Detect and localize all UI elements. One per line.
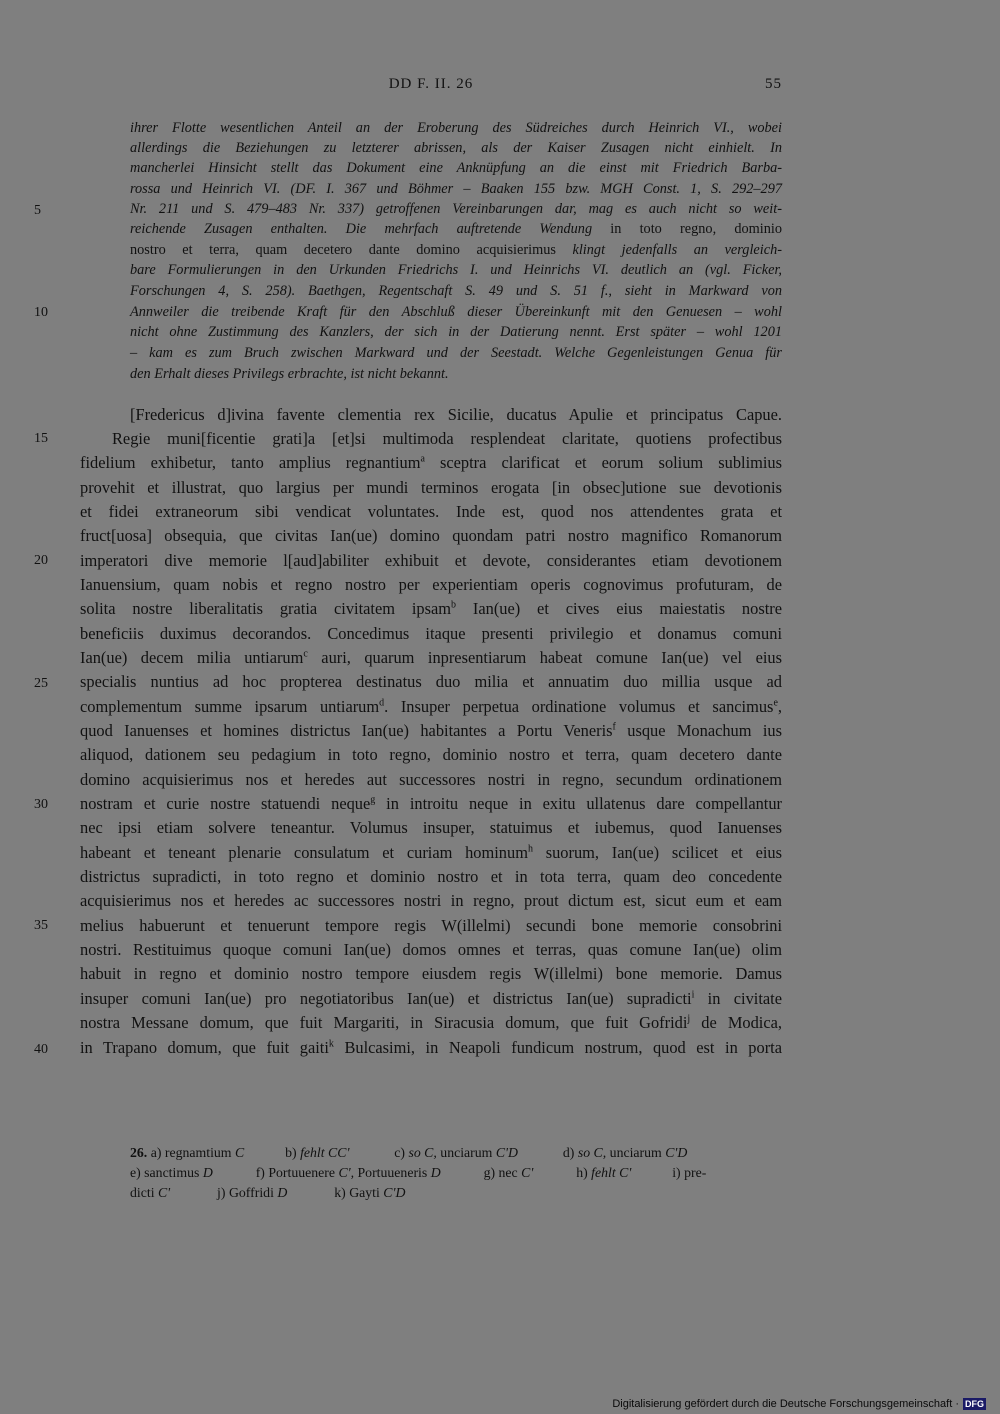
text-line: fruct[uosa] obsequia, que civitas Ian(ue) domino quondam patri nostro magnifico Romanorum <box>80 526 782 545</box>
apparatus-mark: d <box>379 697 385 709</box>
apparatus-mark: h <box>527 843 533 855</box>
dfg-logo: DFG <box>965 1399 984 1409</box>
line-number: 40 <box>34 1042 48 1057</box>
text-line: Ian(ue) decem milia untiarum$^c$ auri, quarum inpresentiarum habeat comune Ian(ue) vel eius <box>80 648 782 667</box>
document-number: 26. <box>130 1145 148 1160</box>
text-line: districtus supradicti, in toto regno et dominio nostro et in tota terra, quam deo concedente <box>80 867 782 886</box>
text-line: specialis nuntius ad hoc propterea destinatus duo milia et annuatim duo millia usque ad <box>80 672 782 691</box>
text-line: nostram et curie nostre statuendi neque$^g$ in introitu neque in exitu ullatenus dare compellantur <box>80 794 782 813</box>
apparatus-mark: j <box>687 1013 691 1025</box>
line-number: 15 <box>34 431 48 446</box>
text-line: [Fredericus d]ivina favente clementia rex Sicilie, ducatus Apulie et principatus Capue. <box>130 405 782 424</box>
text-line: solita nostre liberalitatis gratia civitatem ipsam$^b$ Ian(ue) et cives eius maiestatis nostre <box>80 599 782 618</box>
text-line: nec ipsi etiam solvere teneantur. Volumus insuper, statuimus et iubemus, quod Ianuenses <box>80 818 782 837</box>
apparatus-line: dicti C' j) Goffridi D k) Gayti C'D <box>130 1185 406 1200</box>
line-number: 30 <box>34 797 48 812</box>
text-line: Ianuensium, quam nobis et regno nostro per experientiam operis cognovimus profuturam, de <box>80 575 782 594</box>
text-line: provehit et illustrat, quo largius per mundi terminos erogata [in obsec]utione sue devotionis <box>80 478 782 497</box>
apparatus-mark: a <box>420 453 425 465</box>
text-line: acquisierimus nos et heredes ac successores nostri in regno, prout dictum est, sicut eum et eam <box>80 891 782 910</box>
commentary-line: nicht ohne Zustimmung des Kanzlers, der sich in der Datierung nennt. Erst später – wohl 1201 <box>130 324 782 340</box>
text-line: in Trapano domum, que fuit gaiti$^k$ Bulcasimi, in Neapoli fundicum nostrum, quod est in porta <box>80 1038 782 1057</box>
text-line: nostri. Restituimus quoque comuni Ian(ue) domos omnes et terras, quas comune Ian(ue) olim <box>80 940 782 959</box>
line-number: 10 <box>34 305 48 320</box>
text-line: fidelium exhibetur, tanto amplius regnantium$^a$ sceptra clarificat et eorum solium sublimius <box>80 453 783 472</box>
commentary-line: Nr. 211 und S. 479–483 Nr. 337) getroffenen Vereinbarungen dar, mag es auch nicht so weit- <box>130 201 782 217</box>
line-number: 35 <box>34 918 48 933</box>
latin-quote: in toto regno, dominio <box>610 221 782 237</box>
commentary-line: allerdings die Beziehungen zu letzterer abrissen, als der Kaiser Zusagen nicht einhielt. In <box>130 140 782 156</box>
text-line: Regie muni[ficentie grati]a [et]si multimoda resplendeat claritate, quotiens profectibus <box>112 429 782 448</box>
latin-quote: nostro et terra, quam decetero dante domino acquisierimus <box>130 242 556 258</box>
page-number: 55 <box>765 76 782 92</box>
line-number: 20 <box>34 553 48 568</box>
funding-credit <box>612 1396 986 1412</box>
text-line: melius habuerunt et tenuerunt tempore regis W(illelmi) secundi bone memorie consobrini <box>80 916 782 935</box>
text-line: nostra Messane domum, que fuit Margariti, in Siracusia domum, que fuit Gofridi$^j$ de Modica, <box>80 1013 782 1032</box>
text-line: beneficiis duximus decorandos. Concedimus itaque presenti privilegio et donamus comuni <box>80 624 782 643</box>
apparatus-mark: c <box>303 648 308 660</box>
apparatus-mark: g <box>370 794 376 806</box>
text-line: imperatori dive memorie l[aud]abiliter exhibuit et devote, considerantes etiam devotionem <box>80 551 782 570</box>
commentary-line <box>130 219 782 239</box>
apparatus-mark: i <box>691 989 695 1001</box>
text-line: et fidei extraneorum sibi vendicat voluntates. Inde est, quod nos attendentes grata et <box>80 502 782 521</box>
text-line: habuit in regno et dominio nostro tempore eiusdem regis W(illelmi) bone memorie. Damus <box>80 964 782 983</box>
commentary-line: mancherlei Hinsicht stellt das Dokument eine Anknüpfung an die einst mit Friedrich Barba- <box>130 160 782 176</box>
line-number: 25 <box>34 676 48 691</box>
commentary-text: klingt jedenfalls an vergleich- <box>572 242 783 258</box>
line-number: 5 <box>34 203 41 218</box>
text-line: quod Ianuenses et homines districtus Ian(ue) habitantes a Portu Veneris$^f$ usque Monachum ius <box>80 721 782 740</box>
commentary-line: – kam es zum Bruch zwischen Markward und der Seestadt. Welche Gegenleistungen Genua für <box>130 345 782 361</box>
apparatus-mark: k <box>328 1038 334 1050</box>
running-title: DD F. II. 26 <box>388 76 474 92</box>
commentary-line: rossa und Heinrich VI. (DF. I. 367 und Böhmer – Baaken 155 bzw. MGH Const. 1, S. 292–297 <box>130 181 782 197</box>
commentary-line: bare Formulierungen in den Urkunden Friedrichs I. und Heinrichs VI. deutlich an (vgl. Ficker, <box>130 262 782 278</box>
credit-text: Digitalisierung gefördert durch die Deutsche Forschungsgemeinschaft · <box>612 1398 959 1410</box>
commentary-line: Forschungen 4, S. 258). Baethgen, Regentschaft S. 49 und S. 51 f., sieht in Markward von <box>130 283 782 299</box>
apparatus-mark: f <box>612 721 616 733</box>
commentary-line <box>130 240 782 260</box>
text-line: complementum summe ipsarum untiarum$^d$. Insuper perpetua ordinatione volumus et sancimus$^e$, <box>80 697 782 716</box>
running-header <box>80 76 782 100</box>
commentary-line: Annweiler die treibende Kraft für den Abschluß dieser Übereinkunft mit den Genuesen – wohl <box>130 304 782 320</box>
text-line: aliquod, dationem seu pedagium in toto regno, dominio nostro et terra, quam decetero dante <box>80 745 782 764</box>
text-line: habeant et teneant plenarie consulatum et curiam hominum$^h$ suorum, Ian(ue) scilicet et eius <box>80 843 782 862</box>
apparatus-line: e) sanctimus D f) Portuuenere C', Portuueneris D g) nec C' h) fehlt C' i) pre- <box>130 1165 707 1180</box>
apparatus-line: 26. a) regnamtium C b) fehlt CC' c) so C, unciarum C'D d) so C, unciarum C'D <box>130 1145 688 1160</box>
commentary-line: ihrer Flotte wesentlichen Anteil an der Eroberung des Südreiches durch Heinrich VI., wobei <box>130 120 782 136</box>
commentary-line: den Erhalt dieses Privilegs erbrachte, ist nicht bekannt. <box>130 366 449 382</box>
text-line: domino acquisierimus nos et heredes aut successores nostri in regno, secundum ordinationem <box>80 770 782 789</box>
commentary-text: reichende Zusagen enthalten. Die mehrfach auftretende Wendung <box>130 221 593 237</box>
apparatus-mark: b <box>451 599 457 611</box>
text-line: insuper comuni Ian(ue) pro negotiatoribus Ian(ue) et districtus Ian(ue) supradicti$^i$ in civitate <box>80 989 782 1008</box>
apparatus-mark: e <box>773 697 778 709</box>
